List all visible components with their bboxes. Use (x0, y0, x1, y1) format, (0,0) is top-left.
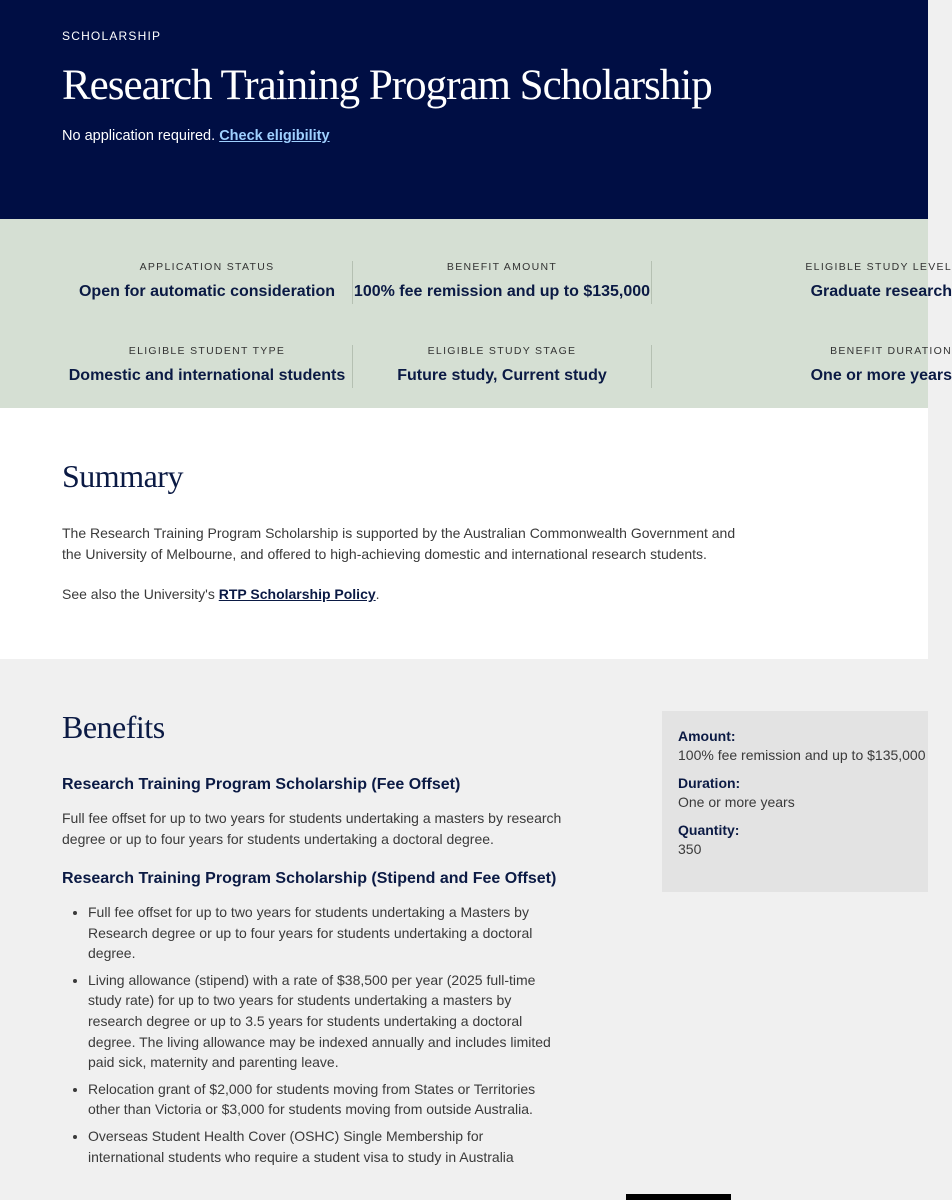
see-also-suffix: . (375, 586, 380, 602)
fact-value: 100% fee remission and up to $135,000 (353, 283, 651, 300)
no-application-text: No application required. (62, 128, 216, 145)
benefits-main (62, 709, 562, 1167)
fact-study-stage (352, 345, 652, 388)
hero-subtitle (62, 128, 866, 144)
fact-benefit-amount (352, 261, 652, 304)
see-also-prefix: See also the University's (62, 586, 219, 602)
fact-value: Future study, Current study (397, 366, 607, 384)
fact-value: Open for automatic consideration (78, 283, 336, 300)
fact-benefit-duration (652, 345, 952, 388)
list-item: • Relocation grant of $2,000 for students moving from States or Territories other than Victoria or $3,000 for students moving from outside Australia. (88, 1079, 562, 1120)
page-title: Research Training Program Scholarship (62, 62, 712, 109)
fact-label: ELIGIBLE STUDY LEVEL (805, 261, 952, 273)
summary-section (0, 408, 928, 659)
benefits-heading: Benefits (62, 709, 165, 745)
fact-value: Graduate research (810, 283, 952, 300)
fee-offset-title: Research Training Program Scholarship (Fee Offset) (62, 776, 461, 793)
fact-study-level (652, 261, 952, 304)
key-facts (0, 219, 952, 408)
amount-label: Amount: (678, 728, 736, 744)
benefits-section (0, 659, 928, 1200)
fee-offset-description: Full fee offset for up to two years for students undertaking a masters by research degree or up to four years for students undertaking a doctoral degree. (62, 810, 562, 847)
stipend-list (62, 902, 562, 1167)
fact-student-type (62, 345, 352, 388)
fact-label: ELIGIBLE STUDY STAGE (427, 344, 577, 357)
stipend-title: Research Training Program Scholarship (Stipend and Fee Offset) (62, 870, 557, 887)
benefit-summary-box (662, 711, 928, 892)
duration-value: One or more years (678, 794, 795, 810)
quantity-value: 350 (678, 841, 702, 857)
summary-heading: Summary (62, 458, 183, 494)
list-item: • Overseas Student Health Cover (OSHC) Single Membership for international students who require a student visa to study in Australia (88, 1126, 562, 1167)
apply-button-edge[interactable] (626, 1194, 731, 1200)
fact-value: One or more years (810, 366, 952, 384)
see-also-paragraph (62, 584, 752, 605)
fact-label: APPLICATION STATUS (139, 261, 275, 273)
duration-label: Duration: (678, 775, 741, 791)
list-item: • Full fee offset for up to two years for students undertaking a Masters by Research degree or up to four years for students undertaking a doctoral degree. (88, 902, 562, 964)
check-eligibility-link[interactable]: Check eligibility (219, 128, 330, 145)
hero-banner (0, 0, 928, 219)
summary-paragraph: The Research Training Program Scholarship is supported by the Australian Commonwealth Government and the University of Melbourne, and offered to high-achieving domestic and international research students. (62, 525, 736, 562)
fact-label: BENEFIT DURATION (830, 344, 952, 357)
list-item: • Living allowance (stipend) with a rate of $38,500 per year (2025 full-time study rate) for up to two years for students undertaking a masters by research degree or up to 3.5 years for students undertaking a doctoral degree. The living allowance may be indexed annually and includes limited paid sick, maternity and parenting leave. (88, 970, 562, 1073)
rtp-policy-link[interactable]: RTP Scholarship Policy (218, 586, 376, 602)
fact-application-status (62, 261, 352, 304)
fact-label: BENEFIT AMOUNT (446, 261, 558, 273)
eyebrow-label: SCHOLARSHIP (62, 29, 162, 43)
fact-label: ELIGIBLE STUDENT TYPE (128, 344, 286, 357)
amount-value: 100% fee remission and up to $135,000 (678, 747, 926, 763)
fact-value: Domestic and international students (68, 366, 346, 384)
quantity-label: Quantity: (678, 822, 740, 838)
